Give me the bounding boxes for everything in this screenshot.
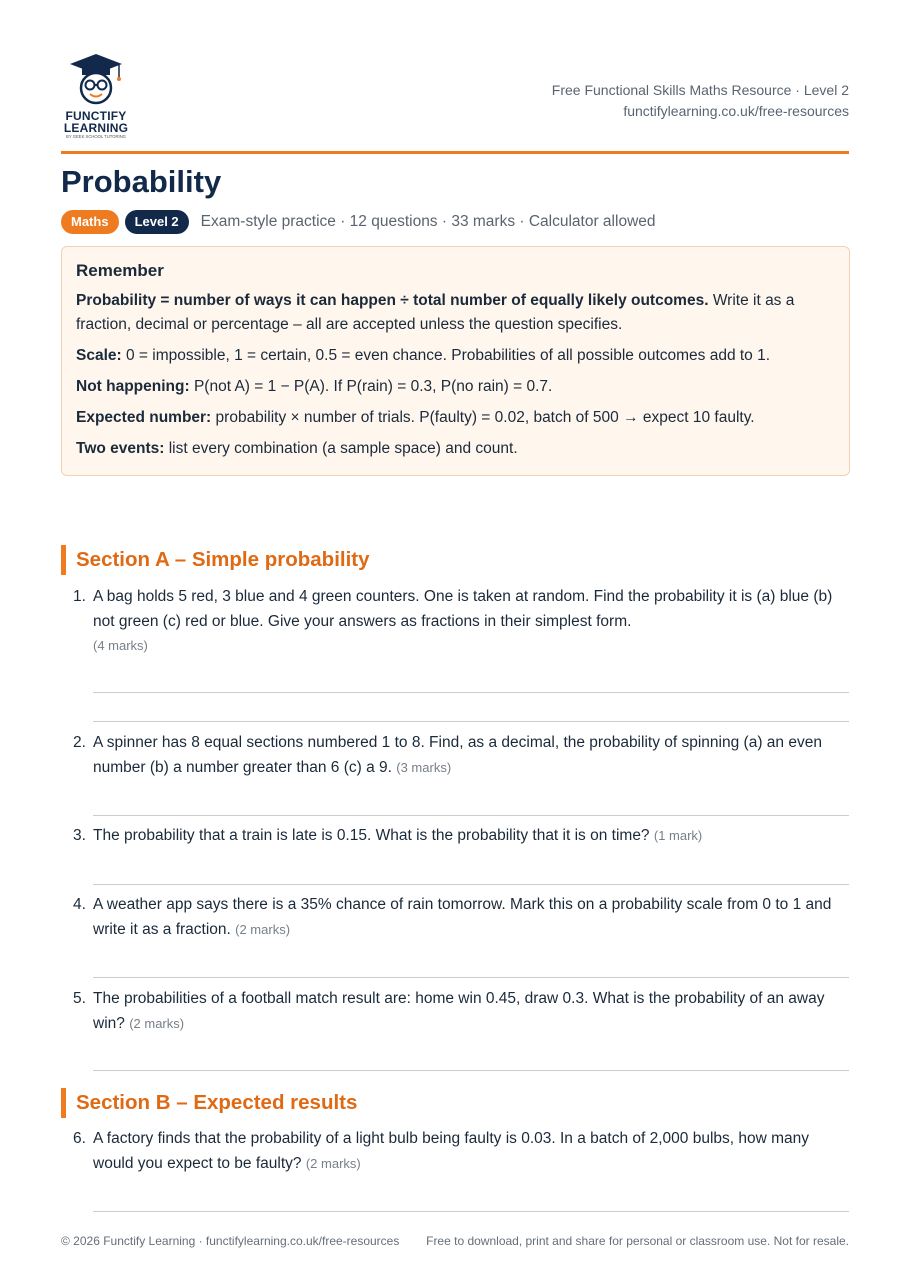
header-info: [552, 80, 849, 122]
question-text: A factory finds that the probability of a light bulb being faulty is 0.03. In a batch of 2,000 bulbs, how many would you expect to be faulty?: [93, 1130, 810, 1172]
worksheet-meta: [61, 209, 656, 235]
question-marks: (2 marks): [235, 921, 291, 937]
question-marks: (1 mark): [653, 828, 703, 843]
question-number: 3.: [73, 827, 86, 844]
remember-item: Not happening: P(not A) = 1 − P(A). If P(rain) = 0.3, P(no rain) = 0.7.: [76, 378, 553, 395]
question-number: 1.: [73, 588, 86, 605]
question-text: A spinner has 8 equal sections numbered 1 to 8. Find, as a decimal, the probability of spinning (a) an even number (b) a number greater than 6 (c) a 9.: [93, 734, 822, 776]
question-number: 2.: [73, 734, 86, 751]
question-3: [61, 824, 849, 849]
question-text: The probability that a train is late is 0.15. What is the probability that it is on time?: [93, 827, 650, 844]
question-6: [61, 1127, 849, 1176]
remember-item: Probability = number of ways it can happen ÷ total number of equally likely outcomes. Write it as a fraction, decimal or percentage – all are accepted unless the question specifies.: [76, 292, 795, 333]
section-b-heading: Section B – Expected results: [61, 1088, 776, 1118]
answer-line[interactable]: [93, 977, 849, 978]
level-tag: Level 2: [125, 210, 189, 234]
section-a-heading: Section A – Simple probability: [61, 545, 776, 575]
answer-line[interactable]: [93, 815, 849, 816]
subject-tag: Maths: [61, 210, 119, 234]
functify-logo: [61, 50, 131, 148]
resource-label: Free Functional Skills Maths Resource · Level 2: [551, 82, 849, 98]
answer-line[interactable]: [93, 1070, 849, 1071]
answer-line[interactable]: [93, 884, 849, 885]
question-marks: (2 marks): [129, 1015, 185, 1031]
remember-heading: Remember: [76, 261, 164, 280]
resource-url[interactable]: functifylearning.co.uk/free-resources: [623, 103, 849, 119]
page-header: [61, 0, 849, 152]
answer-line[interactable]: [93, 721, 849, 722]
question-marks: (3 marks): [396, 759, 452, 775]
worksheet-page: [61, 0, 849, 1248]
logo-tagline: BY GEEK SCHOOL TUTORING: [66, 134, 126, 139]
question-marks: (2 marks): [305, 1155, 361, 1171]
question-2: [61, 731, 849, 780]
header-divider: [61, 151, 849, 154]
question-1: [61, 585, 849, 659]
question-number: 5.: [73, 990, 86, 1007]
logo-wordmark-line1: FUNCTIFY: [65, 109, 127, 123]
remember-item: Two events: list every combination (a sample space) and count.: [76, 440, 518, 457]
answer-line[interactable]: [93, 692, 849, 693]
meta-description: Exam-style practice · 12 questions · 33 marks · Calculator allowed: [200, 213, 656, 230]
remember-item: Scale: 0 = impossible, 1 = certain, 0.5 = even chance. Probabilities of all possible outcomes add to 1.: [76, 347, 771, 364]
footer-license: Free to download, print and share for personal or classroom use. Not for resale.: [426, 1234, 849, 1248]
remember-item: Expected number: probability × number of trials. P(faulty) = 0.02, batch of 500 → expect 10 faulty.: [76, 409, 755, 426]
graduate-mascot-icon: [66, 50, 126, 110]
question-number: 6.: [73, 1130, 86, 1147]
question-number: 4.: [73, 896, 86, 913]
question-text: A bag holds 5 red, 3 blue and 4 green counters. One is taken at random. Find the probability it is (a) blue (b) not green (c) red or blue. Give your answers as fractions in their simplest form.: [93, 588, 833, 630]
question-text: A weather app says there is a 35% chance of rain tomorrow. Mark this on a probability scale from 0 to 1 and write it as a fraction.: [93, 896, 832, 938]
question-5: [61, 987, 849, 1036]
question-marks: (4 marks): [93, 638, 148, 653]
remember-box: [61, 246, 850, 476]
question-4: [61, 893, 849, 942]
footer-copyright: © 2026 Functify Learning · functifylearning.co.uk/free-resources: [61, 1234, 400, 1248]
question-text: The probabilities of a football match result are: home win 0.45, draw 0.3. What is the probability of an away win?: [93, 990, 825, 1032]
answer-line[interactable]: [93, 1211, 849, 1212]
logo-wordmark-line2: LEARNING: [63, 121, 129, 135]
page-title: Probability: [61, 164, 222, 199]
